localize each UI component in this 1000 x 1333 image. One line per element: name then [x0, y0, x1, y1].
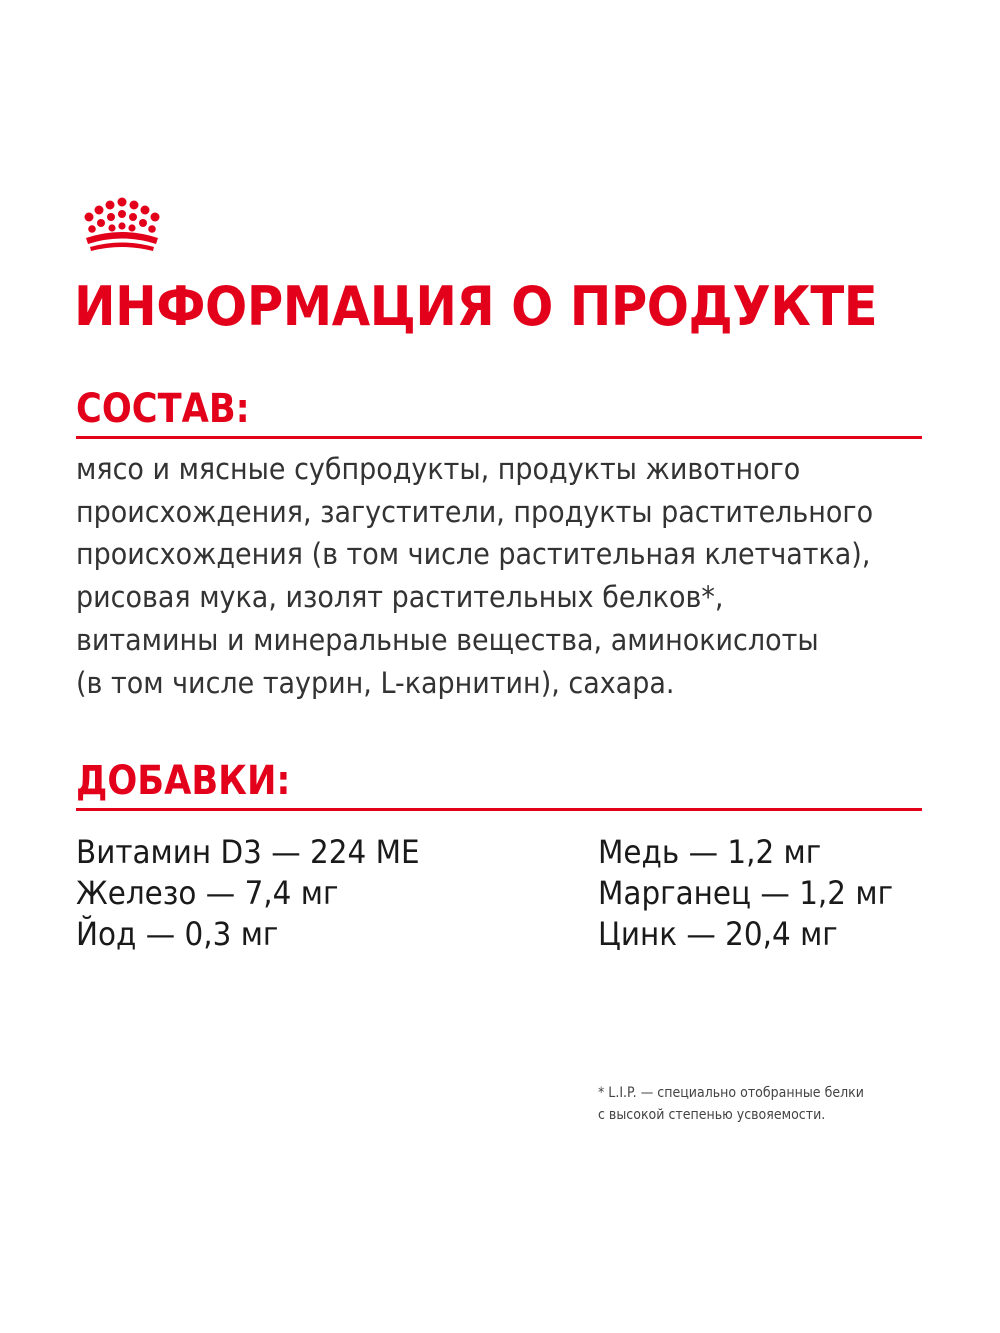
- additive-item: Железо — 7,4 мг: [76, 874, 339, 912]
- additives-list-right: [598, 832, 919, 955]
- composition-text: [76, 448, 956, 704]
- additive-item: Витамин D3 — 224 МЕ: [76, 833, 420, 871]
- composition-line: происхождения (в том числе растительная клетчатка),: [76, 537, 871, 572]
- crown-icon: [78, 196, 166, 254]
- additives-heading: ДОБАВКИ:: [76, 758, 291, 804]
- additive-item: Медь — 1,2 мг: [598, 833, 822, 871]
- footnote-line: с высокой степенью усвояемости.: [598, 1107, 826, 1123]
- additive-item: Йод — 0,3 мг: [76, 915, 279, 953]
- footnote-line: * L.I.P. — специально отобранные белки: [598, 1085, 864, 1101]
- composition-line: мясо и мясные субпродукты, продукты животного: [76, 452, 801, 486]
- composition-line: (в том числе таурин, L-карнитин), сахара.: [76, 665, 675, 700]
- composition-heading: СОСТАВ:: [76, 386, 250, 432]
- footnote: [598, 1082, 894, 1126]
- composition-divider: [76, 436, 922, 439]
- additive-item: Цинк — 20,4 мг: [598, 915, 838, 953]
- page-title: ИНФОРМАЦИЯ О ПРОДУКТЕ: [74, 275, 878, 338]
- additive-item: Марганец — 1,2 мг: [598, 874, 894, 912]
- composition-line: происхождения, загустители, продукты растительного: [76, 494, 874, 529]
- composition-line: витамины и минеральные вещества, аминокислоты: [76, 622, 819, 657]
- composition-line: рисовая мука, изолят растительных белков*,: [76, 580, 724, 615]
- additives-list-left: [76, 832, 449, 955]
- additives-divider: [76, 808, 922, 811]
